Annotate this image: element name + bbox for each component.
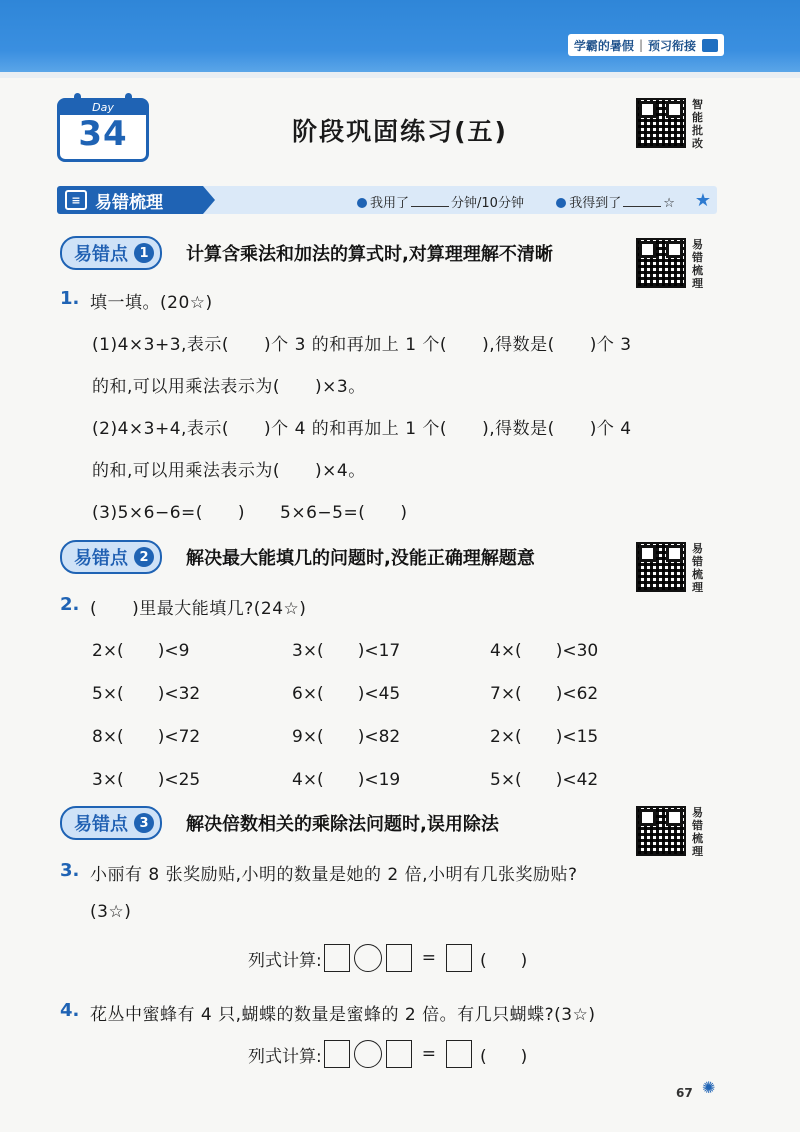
question-number: 3. [60, 860, 80, 881]
calc-row [248, 944, 527, 972]
section-label-text: 易错梳理 [95, 192, 163, 213]
star-icon: ★ [694, 190, 711, 211]
error-point-badge [60, 806, 162, 840]
brand-name: 学霸的暑假 [573, 38, 634, 53]
inequality-cell: 2×( )<15 [490, 727, 599, 747]
inequality-cell: 4×( )<19 [292, 770, 401, 790]
section-arrow [203, 186, 215, 214]
day-number: 34 [78, 114, 128, 154]
unit-blank: ( ) [479, 1046, 528, 1067]
answer-box[interactable] [446, 1040, 472, 1068]
brand-separator: | [638, 38, 643, 52]
question-number: 4. [60, 1000, 80, 1021]
error-point-text: 解决倍数相关的乘除法问题时,误用除法 [186, 814, 499, 835]
minutes-label: 分钟/10分钟 [451, 196, 524, 211]
question-line: 的和,可以用乘法表示为( )×4。 [92, 461, 366, 481]
check-icon [556, 198, 566, 208]
error-point-label: 易错点 [74, 548, 128, 569]
error-point-label: 易错点 [74, 244, 128, 265]
inequality-cell: 4×( )<30 [490, 641, 599, 661]
got-label: 我得到了 [569, 196, 622, 211]
equals-sign: = [421, 948, 436, 968]
book-icon [702, 39, 718, 52]
day-label: Day [60, 101, 146, 115]
qr-code-icon[interactable] [636, 98, 686, 148]
inequality-cell: 3×( )<25 [92, 770, 201, 790]
qr-caption-smart: 智能批改 [692, 98, 703, 150]
inequality-cell: 5×( )<32 [92, 684, 201, 704]
error-point-badge [60, 540, 162, 574]
error-point-number: 2 [134, 547, 154, 567]
qr-caption-err: 易错梳理 [692, 238, 703, 290]
inequality-cell: 2×( )<9 [92, 641, 190, 661]
error-point-number: 3 [134, 813, 154, 833]
answer-box[interactable] [386, 1040, 412, 1068]
question-line: (1)4×3+3,表示( )个 3 的和再加上 1 个( ),得数是( )个 3 [92, 335, 632, 355]
error-point-badge [60, 236, 162, 270]
question-stem: ( )里最大能填几?(24☆) [90, 599, 307, 619]
brand-tag [568, 34, 724, 56]
qr-code-icon[interactable] [636, 806, 686, 856]
question-number: 1. [60, 288, 80, 309]
question-score: (3☆) [90, 902, 132, 922]
timer-icon [357, 198, 367, 208]
question-stem: 小丽有 8 张奖励贴,小明的数量是她的 2 倍,小明有几张奖励贴? [90, 865, 578, 885]
error-point-label: 易错点 [74, 814, 128, 835]
page-title: 阶段巩固练习(五) [292, 117, 508, 146]
question-line: 的和,可以用乘法表示为( )×3。 [92, 377, 366, 397]
qr-code-icon[interactable] [636, 542, 686, 592]
qr-caption-err: 易错梳理 [692, 806, 703, 858]
equals-sign: = [421, 1044, 436, 1064]
section-bar [57, 186, 717, 214]
answer-box[interactable] [324, 1040, 350, 1068]
inequality-cell: 8×( )<72 [92, 727, 201, 747]
list-icon: ≡ [65, 190, 87, 210]
error-point-number: 1 [134, 243, 154, 263]
answer-box[interactable] [324, 944, 350, 972]
question-line: (2)4×3+4,表示( )个 4 的和再加上 1 个( ),得数是( )个 4 [92, 419, 632, 439]
page-number: 67 [676, 1086, 693, 1100]
section-label [57, 186, 203, 214]
inequality-cell: 3×( )<17 [292, 641, 401, 661]
question-line: (3)5×6−6=( ) 5×6−5=( ) [92, 503, 408, 523]
section-meta [357, 192, 675, 211]
operator-circle[interactable] [354, 1040, 382, 1068]
calc-label: 列式计算: [248, 1046, 322, 1067]
minutes-blank[interactable] [411, 206, 449, 207]
top-band-lip [0, 72, 800, 78]
sun-icon: ✺ [702, 1078, 716, 1097]
qr-caption-err: 易错梳理 [692, 542, 703, 594]
used-label: 我用了 [370, 196, 410, 211]
error-point-text: 解决最大能填几的问题时,没能正确理解题意 [186, 548, 535, 569]
question-stem: 花丛中蜜蜂有 4 只,蝴蝶的数量是蜜蜂的 2 倍。有几只蝴蝶?(3☆) [90, 1005, 596, 1025]
inequality-cell: 7×( )<62 [490, 684, 599, 704]
star-symbol: ☆ [663, 196, 675, 211]
calc-label: 列式计算: [248, 950, 322, 971]
inequality-cell: 6×( )<45 [292, 684, 401, 704]
question-stem: 填一填。(20☆) [90, 293, 213, 313]
brand-subtitle: 预习衔接 [647, 38, 696, 53]
error-point-text: 计算含乘法和加法的算式时,对算理理解不清晰 [186, 244, 553, 265]
inequality-cell: 9×( )<82 [292, 727, 401, 747]
answer-box[interactable] [446, 944, 472, 972]
calc-row [248, 1040, 527, 1068]
qr-code-icon[interactable] [636, 238, 686, 288]
unit-blank: ( ) [479, 950, 528, 971]
answer-box[interactable] [386, 944, 412, 972]
question-number: 2. [60, 594, 80, 615]
operator-circle[interactable] [354, 944, 382, 972]
inequality-cell: 5×( )<42 [490, 770, 599, 790]
score-blank[interactable] [623, 206, 661, 207]
